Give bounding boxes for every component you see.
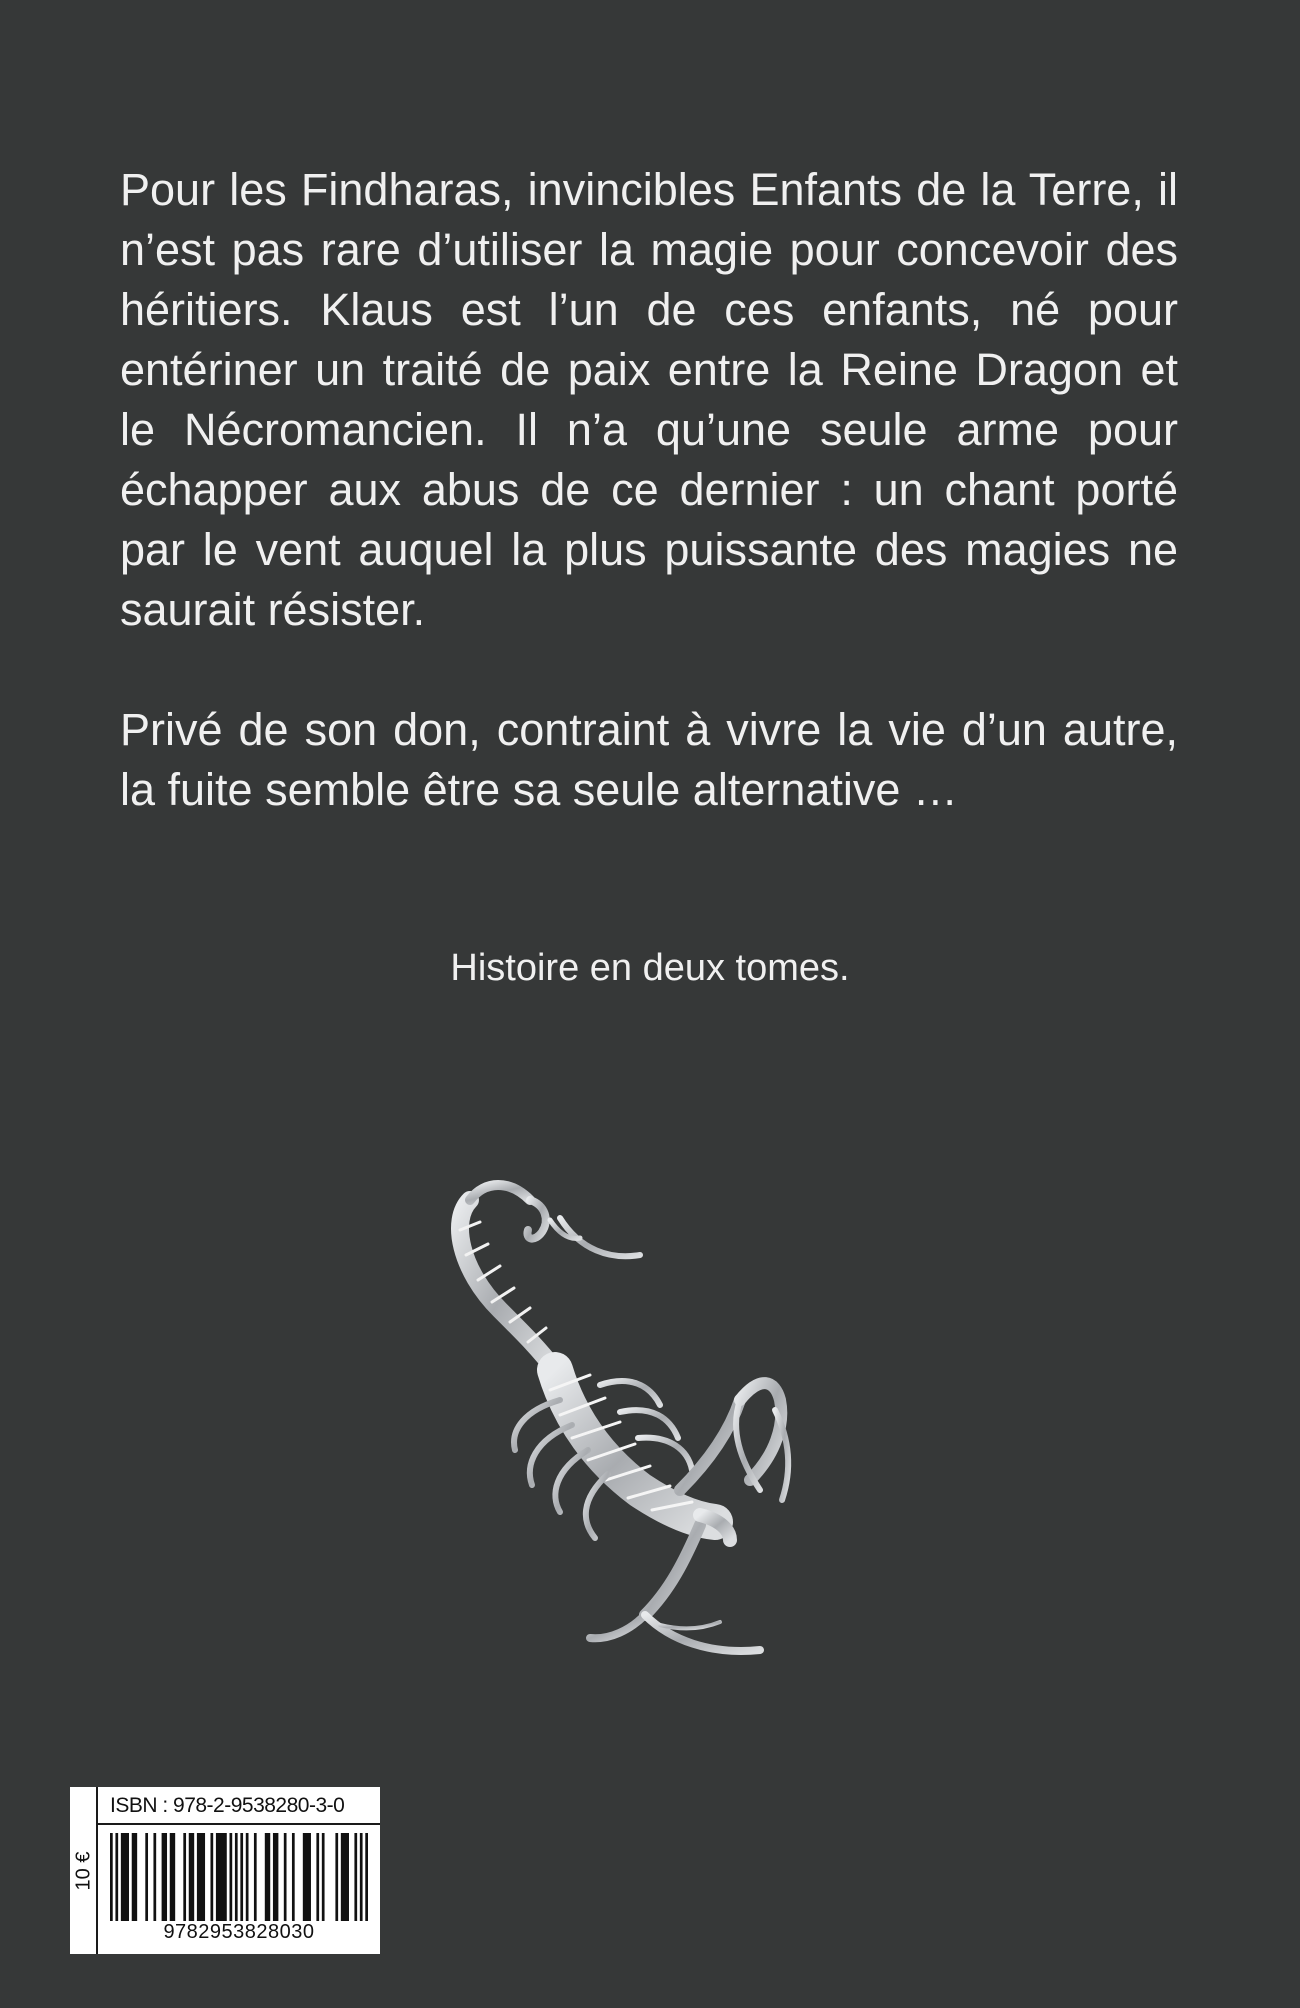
barcode-bar [216, 1833, 227, 1921]
price: 10 € [72, 1851, 95, 1891]
barcode-bar [210, 1833, 213, 1921]
barcode-bar [360, 1833, 363, 1921]
barcode-bar [235, 1833, 238, 1921]
blurb-paragraph-2: Privé de son don, contraint à vivre la vie d’un autre, la fuite semble être sa seule alternative … [120, 704, 1178, 815]
barcode-bar [110, 1833, 113, 1921]
barcode-bar [153, 1833, 156, 1921]
isbn-label: ISBN : 978-2-9538280-3-0 [98, 1787, 380, 1825]
barcode-bar [322, 1833, 325, 1921]
barcode-bar [121, 1833, 129, 1921]
barcode-bar [162, 1833, 167, 1921]
blurb [120, 160, 1178, 820]
barcode-bar [284, 1833, 287, 1921]
barcode-box [70, 1787, 380, 1954]
barcode-bar [170, 1833, 175, 1921]
tagline: Histoire en deux tomes. [450, 947, 850, 989]
price-strip [70, 1787, 98, 1954]
barcode-bar [303, 1833, 311, 1921]
barcode-bar [265, 1833, 270, 1921]
blurb-paragraph-1: Pour les Findharas, invincibles Enfants de la Terre, il n’est pas rare d’utiliser la magie pour concevoir des héritiers. Klaus est l’un de ces enfants, né pour entériner un traité de paix entre la Reine Dragon et le Nécromancien. Il n’a qu’une seule arme pour échapper aux abus de ce dernier : un chant porté par le vent auquel la plus puissante des magies ne saurait résister. [120, 164, 1178, 635]
barcode-bar [240, 1833, 243, 1921]
barcode-bar [365, 1833, 368, 1921]
barcode-bar [183, 1833, 186, 1921]
barcode-bar [229, 1833, 232, 1921]
barcode-bar [316, 1833, 319, 1921]
barcode-bar [341, 1833, 349, 1921]
barcode-bar [273, 1833, 278, 1921]
barcode-bar [354, 1833, 357, 1921]
barcode-bar [189, 1833, 194, 1921]
barcode-bar [145, 1833, 148, 1921]
barcode-number: 9782953828030 [163, 1921, 315, 1943]
barcode-bar [197, 1833, 205, 1921]
scorpion-icon [430, 1160, 860, 1680]
barcode-bar [132, 1833, 137, 1921]
barcode-bar [292, 1833, 295, 1921]
barcode-bar [115, 1833, 118, 1921]
barcode-bars [110, 1833, 368, 1921]
barcode-bar [246, 1833, 249, 1921]
barcode-bar [335, 1833, 338, 1921]
barcode-bar [254, 1833, 257, 1921]
